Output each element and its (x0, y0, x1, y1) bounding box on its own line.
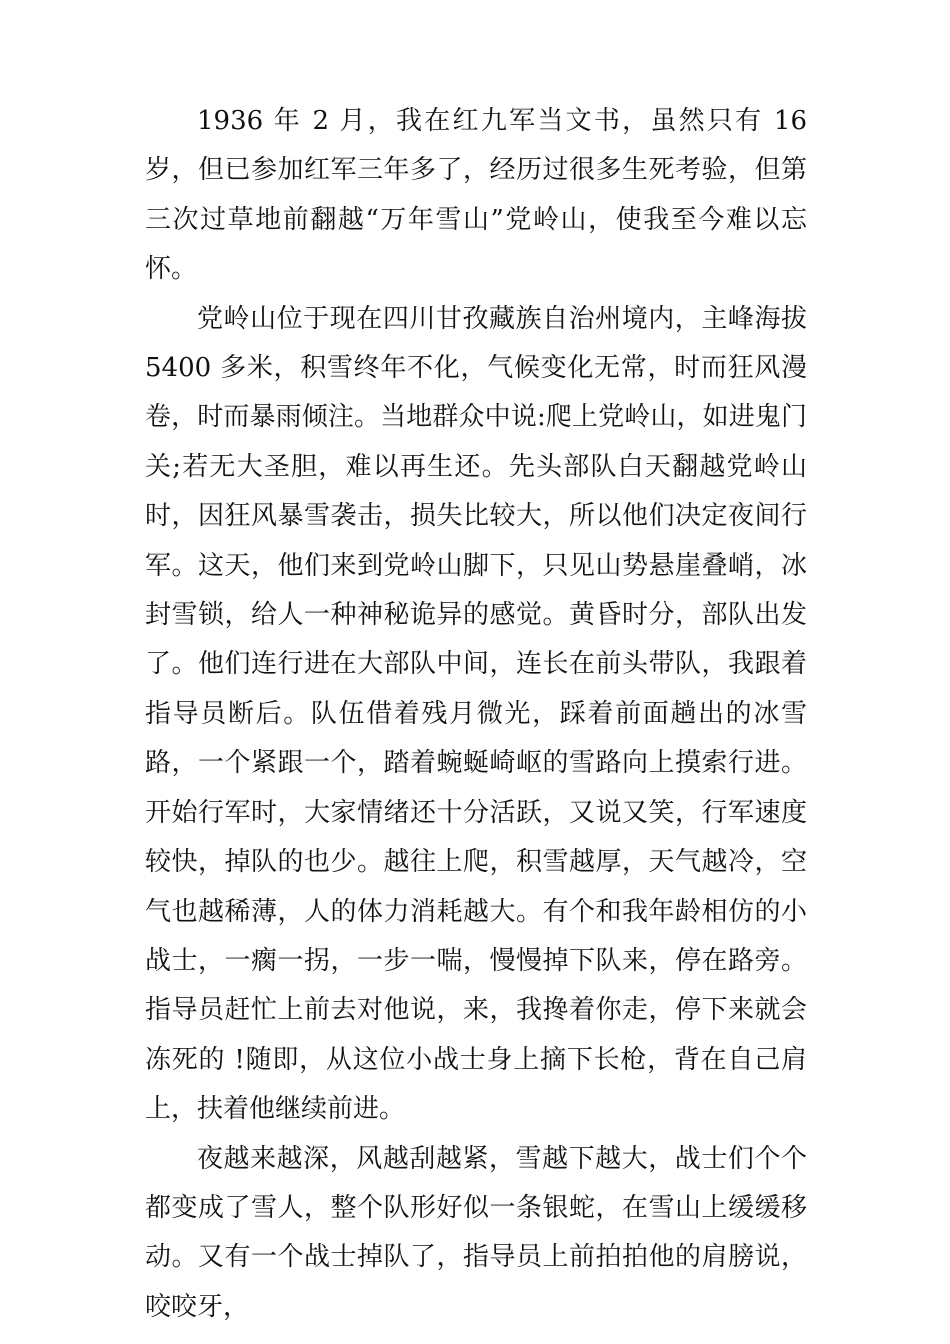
paragraph-1: 1936 年 2 月，我在红九军当文书，虽然只有 16 岁，但已参加红军三年多了，经历过很多生死考验，但第三次过草地前翻越“万年雪山”党岭山，使我至今难以忘怀。 (145, 106, 807, 285)
paragraph-2: 党岭山位于现在四川甘孜藏族自治州境内，主峰海拔 5400 多米，积雪终年不化，气候变化无常，时而狂风漫卷，时而暴雨倾注。当地群众中说:爬上党岭山，如进鬼门关;若无大圣胆，难以再生还。先头部队白天翻越党岭山时，因狂风暴雪袭击，损失比较大，所以他们决定夜间行军。这天，他们来到党岭山脚下，只见山势悬崖叠峭，冰封雪锁，给人一种神秘诡异的感觉。黄昏时分，部队出发了。他们连行进在大部队中间，连长在前头带队，我跟着指导员断后。队伍借着残月微光，踩着前面趟出的冰雪路，一个紧跟一个，踏着蜿蜒崎岖的雪路向上摸索行进。开始行军时，大家情绪还十分活跃，又说又笑，行军速度较快，掉队的也少。越往上爬，积雪越厚，天气越冷，空气也越稀薄，人的体力消耗越大。有个和我年龄相仿的小战士，一瘸一拐，一步一喘，慢慢掉下队来，停在路旁。指导员赶忙上前去对他说，来，我搀着你走，停下来就会冻死的 !随即，从这位小战士身上摘下长枪，背在自己肩上，扶着他继续前进。 (145, 303, 807, 1125)
body-text (145, 97, 807, 1332)
paragraph-3: 夜越来越深，风越刮越紧，雪越下越大，战士们个个都变成了雪人，整个队形好似一条银蛇，在雪山上缓缓移动。又有一个战士掉队了，指导员上前拍拍他的肩膀说，咬咬牙， (145, 1143, 807, 1322)
